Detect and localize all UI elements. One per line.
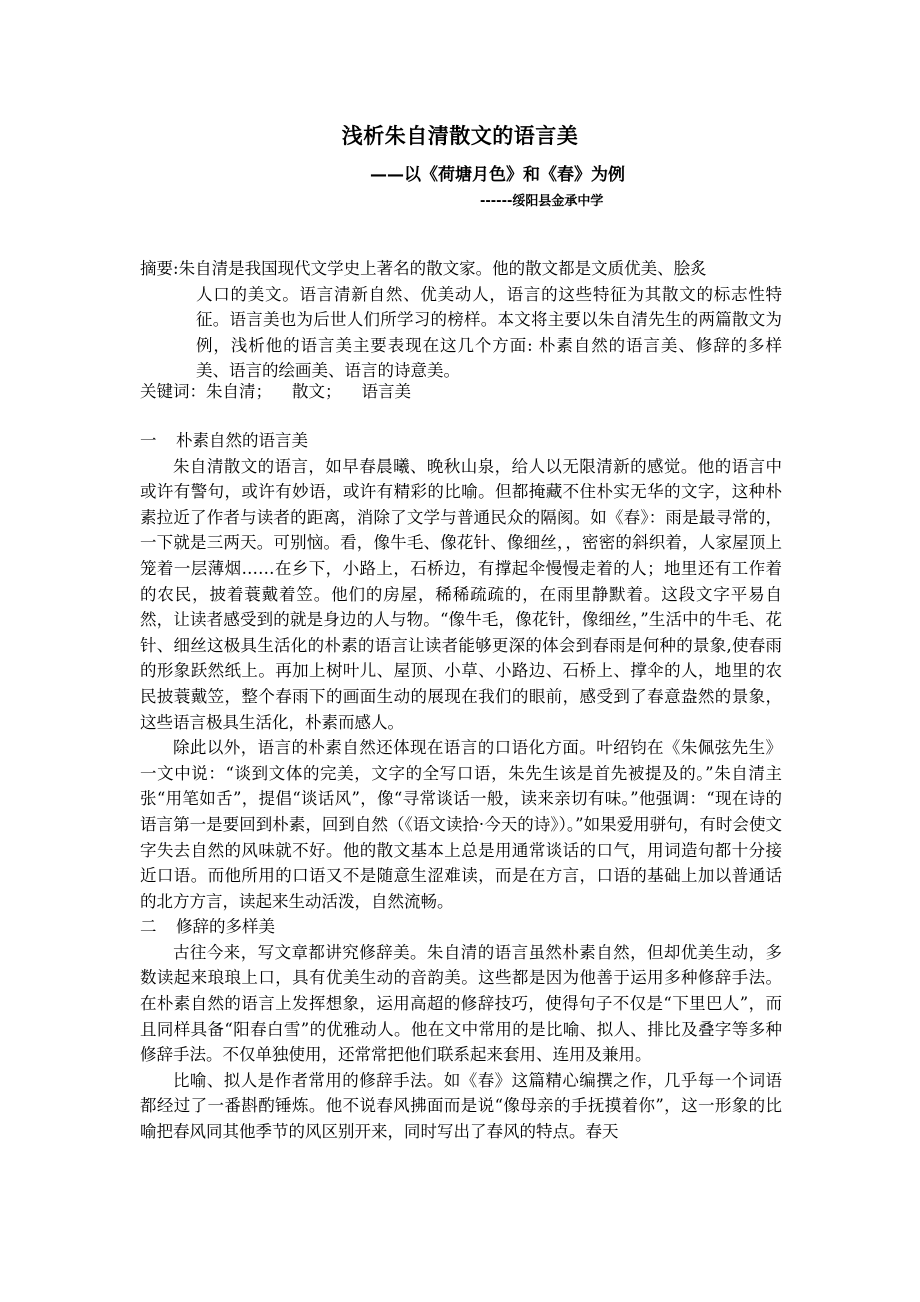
document-title: 浅析朱自清散文的语言美 bbox=[341, 124, 579, 148]
abstract-label: 摘要: bbox=[140, 259, 179, 278]
section-number: 二 bbox=[140, 917, 157, 937]
document-subtitle: ——以《荷塘月色》和《春》为例 bbox=[370, 165, 625, 185]
abstract-first-line bbox=[140, 256, 782, 282]
keywords bbox=[140, 379, 782, 405]
section-number: 一 bbox=[140, 431, 157, 450]
keyword: 朱自清； bbox=[206, 382, 272, 401]
paragraph: 朱自清散文的语言，如早春晨曦、晚秋山泉，给人以无限清新的感觉。他的语言中或许有警句，或许有妙语，或许有精彩的比喻。但都掩藏不住朴实无华的文字，这种朴素拉近了作者与读者的距离，消除了文学与普通民众的隔阂。如《春》：雨是最寻常的，一下就是三两天。可别恼。看，像牛毛、像花针、像细丝，，密密的斜织着，人家屋顶上笼着一层薄烟……在乡下，小路上，石桥边，有撑起伞慢慢走着的人；地里还有工作着的农民，披着蓑戴着笠。他们的房屋，稀稀疏疏的，在雨里静默着。这段文字平易自然，让读者感受到的就是身边的人与物。“像牛毛，像花针，像细丝，”生活中的牛毛、花针、细丝这极具生活化的朴素的语言让读者能够更深的体会到春雨是何种的景象,使春雨的形象跃然纸上。再加上树叶儿、屋顶、小草、小路边、石桥上、撑伞的人，地里的农民披蓑戴笠，整个春雨下的画面生动的展现在我们的眼前，感受到了春意盎然的景象，这些语言极具生活化，朴素而感人。 bbox=[140, 456, 782, 732]
section-heading bbox=[140, 428, 782, 454]
abstract-body: 人口的美文。语言清新自然、优美动人，语言的这些特征为其散文的标志性特征。语言美也为后世人们所学习的榜样。本文将主要以朱自清先生的两篇散文为例，浅析他的语言美主要表现在这几个方面: 朴素自然的语言美、修辞的多样美、语言的绘画美、语言的诗意美。 bbox=[196, 284, 782, 381]
section-title: 修辞的多样美 bbox=[176, 917, 275, 937]
keyword: 语言美 bbox=[361, 382, 411, 401]
abstract bbox=[140, 256, 782, 384]
abstract-first-text: 朱自清是我国现代文学史上著名的散文家。他的散文都是文质优美、脍炙 bbox=[178, 259, 707, 278]
paragraph: 比喻、拟人是作者常用的修辞手法。如《春》这篇精心编撰之作，几乎每一个词语都经过了一番斟酌锤炼。他不说春风拂面而是说“像母亲的手抚摸着你”，这一形象的比喻把春风同其他季节的风区别开来，同时写出了春风的特点。春天 bbox=[140, 1070, 782, 1142]
paragraph: 除此以外，语言的朴素自然还体现在语言的口语化方面。叶绍钧在《朱佩弦先生》一文中说：“谈到文体的完美，文字的全写口语，朱先生该是首先被提及的。”朱自清主张“用笔如舌”，提倡“谈话风”，像“寻常谈话一般，读来亲切有味。”他强调：“现在诗的语言第一是要回到朴素，回到自然（《语文读拾·今天的诗》）。”如果爱用骈句，有时会使文字失去自然的风味就不好。他的散文基本上总是用通常谈话的口气，用词造句都十分接近口语。而他所用的口语又不是随意生涩难读，而是在方言，口语的基础上加以普通话的北方方言，读起来生动活泼，自然流畅。 bbox=[140, 738, 782, 911]
main-content bbox=[140, 428, 782, 1145]
paragraph: 古往今来，写文章都讲究修辞美。朱自清的语言虽然朴素自然，但却优美生动，多数读起来琅琅上口，具有优美生动的音韵美。这些都是因为他善于运用多种修辞手法。在朴素自然的语言上发挥想象，运用高超的修辞技巧，使得句子不仅是“下里巴人”，而且同样具备“阳春白雪”的优雅动人。他在文中常用的是比喻、拟人、排比及叠字等多种修辞手法。不仅单独使用，还常常把他们联系起来套用、连用及兼用。 bbox=[140, 942, 782, 1065]
section-heading bbox=[140, 914, 782, 940]
keywords-label: 关键词： bbox=[140, 382, 206, 401]
keyword: 散文； bbox=[292, 382, 342, 401]
author-school: ------绥阳县金承中学 bbox=[480, 194, 604, 209]
section-title: 朴素自然的语言美 bbox=[176, 431, 308, 450]
